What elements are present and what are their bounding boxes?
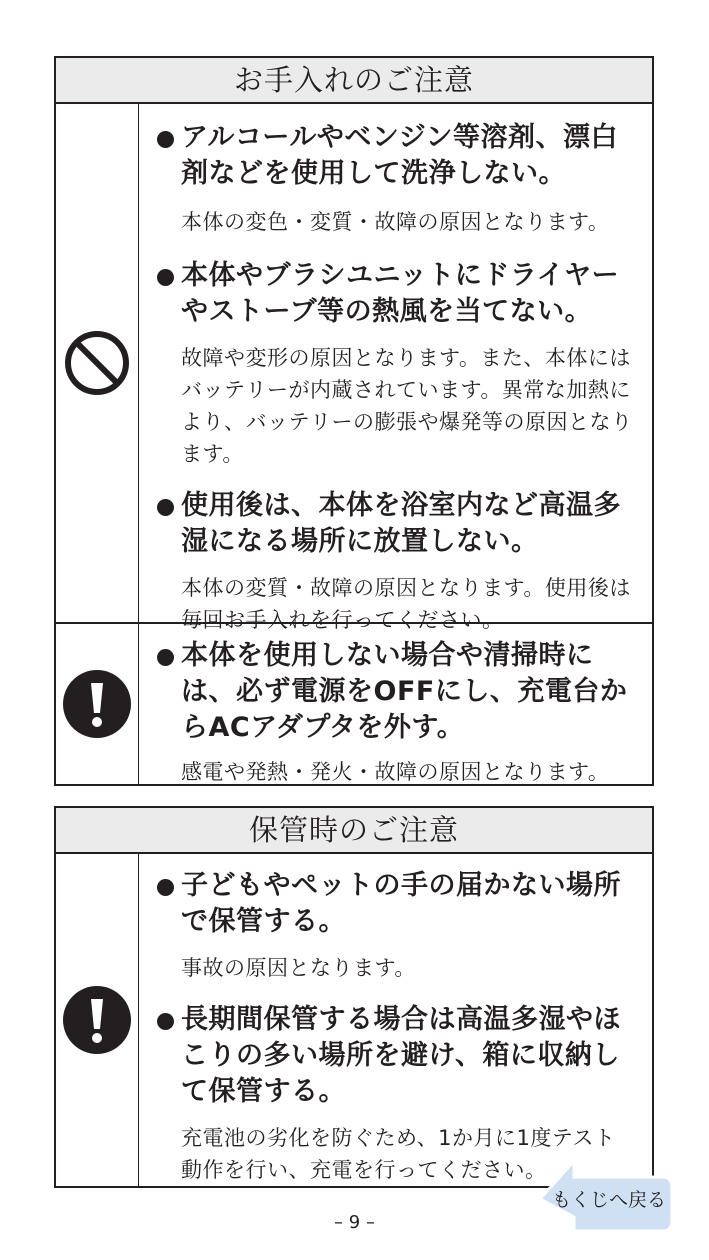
- storage-precautions-box: [54, 806, 654, 1188]
- storage-precautions-title: 保管時のご注意: [56, 808, 652, 854]
- prohibition-icon-cell: [56, 104, 139, 622]
- prohibition-row: [56, 104, 652, 632]
- list-item-heading: 本体やブラシユニットにドライヤーやストーブ等の熱風を当てない。: [157, 258, 634, 330]
- storage-text: [139, 854, 652, 1186]
- care-precautions-box: [54, 56, 654, 786]
- list-item-heading: 本体を使用しない場合や清掃時には、必ず電源をOFFにし、充電台からACアダプタを外す。: [157, 638, 634, 746]
- prohibition-text: [139, 104, 652, 632]
- caution-icon-cell: [56, 854, 139, 1186]
- list-item-note: 事故の原因となります。: [181, 956, 416, 980]
- list-item-heading: 子どもやペットの手の届かない場所で保管する。: [157, 868, 634, 940]
- list-item-heading: 長期間保管する場合は高温多湿やほこりの多い場所を避け、箱に収納して保管する。: [157, 1002, 634, 1110]
- exclamation-icon: [62, 669, 132, 739]
- exclamation-icon: [62, 985, 132, 1055]
- prohibition-icon: [64, 330, 130, 396]
- list-item-note: 本体の変色・変質・故障の原因となります。: [181, 210, 610, 234]
- caution-row: [56, 622, 652, 784]
- list-item-note: 充電池の劣化を防ぐため、1か月に1度テスト動作を行い、充電を行ってください。: [181, 1126, 616, 1182]
- list-item-note: 本体の変質・故障の原因となります。使用後は毎回お手入れを行ってください。: [181, 576, 631, 632]
- storage-caution-row: [56, 854, 652, 1186]
- list-item-heading: 使用後は、本体を浴室内など高温多湿になる場所に放置しない。: [157, 488, 634, 560]
- caution-icon-cell: [56, 624, 139, 784]
- list-item-heading: アルコールやベンジン等溶剤、漂白剤などを使用して洗浄しない。: [157, 120, 634, 192]
- back-to-contents-label[interactable]: もくじへ戻る: [552, 1189, 667, 1211]
- care-precautions-title: お手入れのご注意: [56, 58, 652, 104]
- list-item-note: 感電や発熱・発火・故障の原因となります。: [181, 760, 610, 784]
- caution-text: [139, 624, 652, 784]
- page-number: – 9 –: [334, 1212, 375, 1233]
- list-item-note: 故障や変形の原因となります。また、本体にはバッテリーが内蔵されています。異常な加熱により、バッテリーの膨張や爆発等の原因となります。: [181, 346, 633, 466]
